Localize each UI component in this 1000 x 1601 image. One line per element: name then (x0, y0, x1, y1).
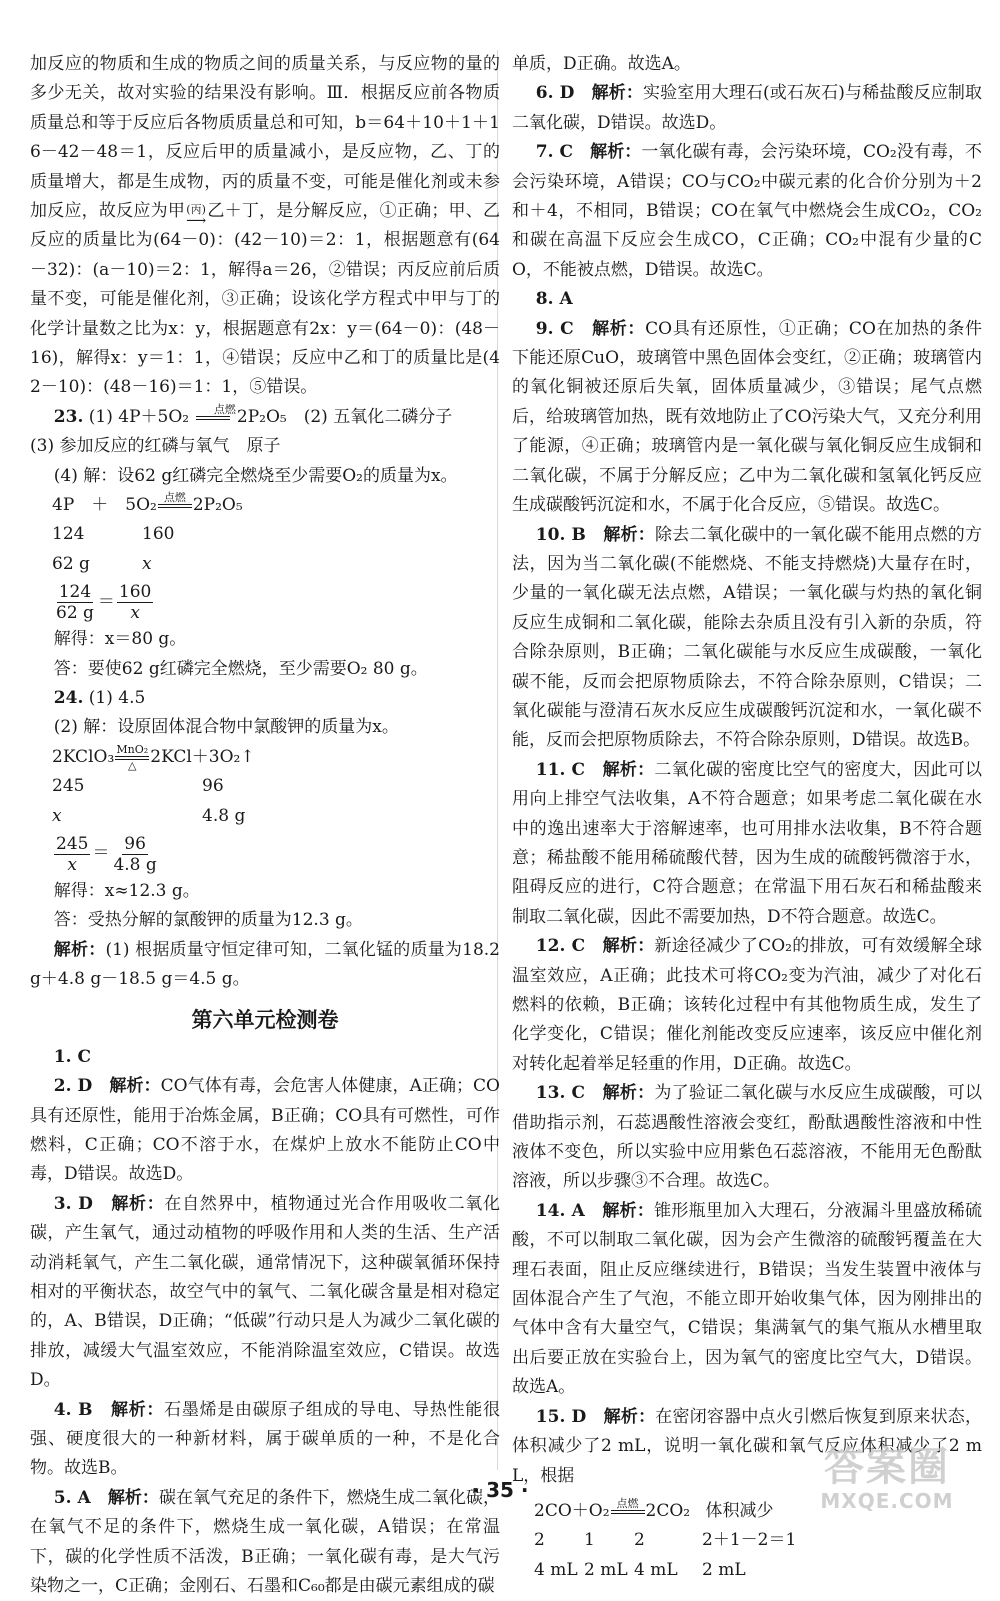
fraction (111, 834, 158, 875)
reaction-arrow (186, 203, 207, 230)
answer-24 (30, 684, 500, 713)
section-title: 第六单元检测卷 (191, 1007, 339, 1032)
answer-9 (512, 315, 982, 521)
cell: 2 mL (584, 1559, 628, 1580)
answer-3 (30, 1190, 500, 1396)
page-number: · 35 · (471, 1478, 529, 1502)
question-number: 10. B (535, 524, 586, 545)
heat-icon: △ (128, 759, 137, 773)
equation-1-proportion (52, 579, 500, 625)
question-number: 14. A (535, 1200, 585, 1221)
equals-sign: ＝ (92, 843, 110, 864)
explanation-label: 解析： (590, 142, 642, 163)
cell: 4 mL (634, 1559, 678, 1580)
text: 在密闭容器中点火引燃后恢复到原来状态，体积减少了2 mL，说明一氧化碳和氧气反应体积减少了2 mL，根据 (512, 1406, 983, 1486)
question-number: 23. (53, 406, 84, 427)
equation-1-row1 (52, 520, 500, 549)
answer-10 (512, 521, 982, 756)
numerator: 160 (118, 581, 152, 602)
eq-right: 2KCl＋3O₂↑ (150, 746, 255, 767)
cell: 4 mL (534, 1559, 578, 1580)
cell: 2 (534, 1530, 545, 1551)
cell: 96 (202, 776, 224, 797)
text: 除去二氧化碳中的一氧化碳不能用点燃的方法，因为当二氧化碳(不能燃烧、不能支持燃烧)大量存在时，少量的一氧化碳无法点燃，A错误；一氧化碳与灼热的氧化铜反应生成铜和二氧化碳，能除去杂质且没有引入新的杂质，符合除杂原则，B正确；二氧化碳能与水反应生成碳酸，一氧化碳不能，反而会把原物质除去，不符合除杂原则，C错误；二氧化碳能与澄清石灰水反应生成碳酸钙沉淀和水，一氧化碳不能，反而会把原物质除去，不符合除杂原则，D错误。故选B。 (512, 524, 983, 751)
cell: 124 (52, 524, 85, 545)
answer-11 (512, 756, 982, 932)
equation-2-proportion (52, 831, 500, 877)
condition-text: 点燃 (616, 1497, 639, 1511)
question-number: 3. D (53, 1193, 93, 1214)
explanation-24 (30, 936, 500, 995)
text: 碳在氧气充足的条件下，燃烧生成二氧化碳，在氧气不足的条件下，燃烧生成一氧化碳，A错误；在常温下，碳的化学性质不活泼，B正确；一氧化碳有毒，是大气污染物之一，C正确；金刚石、石墨和C₆₀都是由碳元素组成的碳 (30, 1487, 501, 1596)
denominator: 4.8 g (113, 854, 157, 875)
text: 乙＋丁，是分解反应，①正确；甲、乙反应的质量比为(64－0)：(42－10)＝2：1，根据题意有(64－32)：(a－10)＝2：1，解得a＝26，②错误；丙反应前后质量不变，可能是催化剂，③正确；设该化学方程式中甲与丁的化学计量数之比为x：y，根据题意有2x：y＝(64－0)：(48－16)，解得x：y＝1：1，④错误；反应中乙和丁的质量比是(42－10)：(48－16)＝1：1，⑤错误。 (30, 201, 501, 398)
equation-3-row2 (534, 1556, 982, 1585)
question-number: 5. A (53, 1487, 91, 1508)
explanation-label: 解析： (603, 1406, 656, 1427)
equals-condition (190, 404, 236, 432)
explanation-label: 解析： (592, 318, 646, 339)
arrow-condition: (丙) (186, 203, 206, 217)
text: (1) 根据质量守恒定律可知，二氧化锰的质量为18.2 g＋4.8 g－18.5 g＝4.5 g。 (30, 939, 500, 990)
equation-1 (52, 491, 500, 520)
watermark-text: 答案圈 (824, 1444, 950, 1490)
equation-1-row2 (52, 550, 500, 579)
arrow-icon: ⟶ (186, 213, 207, 230)
equals-condition (611, 1498, 645, 1526)
eq-right: 2CO₂ (645, 1500, 691, 1521)
cell: x (142, 553, 152, 574)
denominator: x (130, 602, 140, 623)
explanation-label: 解析： (603, 524, 656, 545)
denominator: 62 g (56, 602, 94, 623)
eq-left: 2KClO₃ (52, 746, 115, 767)
text: 石墨烯是由碳原子组成的导电、导热性能很强、硬度很大的一种新材料，属于碳单质的一种，不是化合物。故选B。 (30, 1399, 501, 1479)
text: 加反应的物质和生成的物质之间的质量关系，与反应物的量的多少无关，故对实验的结果没有影响。Ⅲ．根据反应前各物质质量总和等于反应后各物质质量总和可知，b＝64＋10＋1＋16－42－48＝1，反应后甲的质量减小，是反应物，乙、丁的质量增大，都是生成物，丙的质量不变，可能是催化剂或未参加反应，故反应为甲 (30, 54, 500, 222)
equation-2-row1 (52, 772, 500, 801)
cell: 1 (584, 1530, 595, 1551)
answer-7 (512, 138, 982, 285)
eq-left: 2CO＋O₂ (534, 1500, 610, 1521)
explanation-label: 解析： (602, 936, 655, 957)
explanation-label: 解析： (53, 939, 106, 960)
question-number: 24. (53, 688, 84, 709)
answer-23-part3: (3) 参加反应的红磷与氧气 原子 (30, 436, 281, 457)
cell: 2 (634, 1530, 645, 1551)
answer-4 (30, 1396, 500, 1484)
condition-text: 点燃 (163, 491, 186, 505)
text: CO具有还原性，①正确；CO在加热的条件下能还原CuO，玻璃管中黑色固体会变红，②正确；玻璃管内的氧化铜被还原后失氧，固体质量减少，③错误；尾气点燃后，给玻璃管加热，既有效地防止了CO污染大气，又充分利用了能源，④正确；玻璃管内是一氧化碳与氧化铜反应生成铜和二氧化碳，不属于分解反应；乙中为二氧化碳和氢氧化钙反应生成碳酸钙沉淀和水，不属于化合反应，⑤错误。故选C。 (512, 318, 983, 516)
right-column (512, 50, 982, 1585)
explanation-label: 解析： (602, 759, 655, 780)
paragraph-continued (30, 50, 500, 403)
denominator: x (67, 854, 78, 875)
answer-12 (512, 932, 982, 1079)
question-number: 2. D (53, 1076, 93, 1097)
text: 实验室用大理石(或石灰石)与稀盐酸反应制取二氧化碳，D错误。故选D。 (512, 83, 982, 133)
cell: 62 g (52, 553, 90, 574)
text: 一氧化碳有毒，会污染环境，CO₂没有毒，不会污染环境，A错误；CO与CO₂中碳元素的化合价分别为＋2和＋4，不相同，B错误；CO在氧气中燃烧会生成CO₂，CO₂和碳在高温下反应会生成CO，C正确；CO₂中混有少量的CO，不能被点燃，D错误。故选C。 (512, 142, 982, 280)
equation-2-row2 (52, 802, 500, 831)
numerator: 124 (58, 581, 92, 602)
equation-2 (52, 743, 500, 772)
cell: 4.8 g (202, 805, 246, 826)
text: 2P₂O₅ (2) 五氧化二磷分子 (236, 406, 453, 427)
explanation-label: 解析： (110, 1399, 165, 1420)
answer-23-part4: (4) 解：设62 g红磷完全燃烧至少需要O₂的质量为x。 (53, 465, 458, 486)
answer-24-part2: (2) 解：设原固体混合物中氯酸钾的质量为x。 (53, 717, 399, 738)
eq-left: 4P ＋ 5O₂ (52, 495, 157, 516)
question-number: 11. C (535, 759, 586, 780)
text: (1) 4P＋5O₂ (88, 406, 190, 427)
cell: 2＋1－2＝1 (702, 1530, 797, 1551)
fraction (117, 582, 153, 623)
cell: x (52, 805, 62, 826)
text: 新途径减少了CO₂的排放，可有效缓解全球温室效应，A正确；此技术可将CO₂变为汽油，减少了对化石燃料的依赖，B正确；该转化过程中有其他物质生成，发生了化学变化，C错误；催化剂能改变反应速率，该反应中催化剂对转化起着举足轻重的作用，D正确。故选C。 (512, 936, 983, 1074)
watermark-logo (792, 1444, 982, 1522)
equals-sign: ＝ (97, 591, 115, 612)
left-column (30, 50, 500, 1601)
numerator: 245 (56, 833, 89, 854)
answer-13 (512, 1079, 982, 1197)
condition-text: MnO₂ (116, 743, 149, 757)
answer-2 (30, 1072, 500, 1190)
question-number: 12. C (535, 936, 586, 957)
question-number: 15. D (535, 1406, 587, 1427)
equals-condition (158, 492, 192, 520)
explanation-label: 解析： (602, 1200, 655, 1221)
explanation-label: 解析： (602, 1083, 655, 1104)
text: 在自然界中，植物通过光合作用吸收二氧化碳，产生氧气，通过动植物的呼吸作用和人类的生活、生产活动消耗氧气，产生二氧化碳，通常情况下，这种碳氧循环保持相对的平衡状态，故空气中的氧气、二氧化碳含量是相对稳定的，A、B错误，D正确；“低碳”行动只是人为减少二氧化碳的排放，减缓大气温室效应，不能消除温室效应，C错误。故选D。 (30, 1193, 501, 1391)
equation-3-row1 (534, 1526, 982, 1555)
text: 二氧化碳的密度比空气的密度大，因此可以用向上排空气法收集，A不符合题意；如果考虑二氧化碳在水中的逸出速率大于溶解速率，也可用排水法收集，B不符合题意；稀盐酸不能用稀硫酸代替，因为生成的硫酸钙微溶于水，阻碍反应的进行，C符合题意；在常温下用石灰石和稀盐酸来制取二氧化碳，因此不需要加热，D不符合题意。故选C。 (512, 759, 983, 927)
cell: 245 (52, 776, 85, 797)
text: 锥形瓶里加入大理石，分液漏斗里盛放稀硫酸，不可以制取二氧化碳，因为会产生微溶的硫酸钙覆盖在大理石表面，阻止反应继续进行，B错误；当发生装置中液体与固体混合产生了气泡，不能立即开始收集气体，因为刚排出的气体中含有大量空气，C错误；集满氧气的集气瓶从水槽里取出后要正放在实验台上，因为氧气的密度比空气大，D错误。故选A。 (512, 1200, 983, 1398)
question-number: 7. C (535, 142, 574, 163)
text: CO气体有毒，会危害人体健康，A正确；CO具有还原性，能用于冶炼金属，B正确；CO具有可燃性，可作燃料，C正确；CO不溶于水，在煤炉上放水不能防止CO中毒，D错误。故选D。 (30, 1076, 500, 1185)
paragraph-continued: 单质，D正确。故选A。 (512, 54, 691, 74)
watermark-url: MXQE.COM (820, 1489, 954, 1513)
question-number: 9. C (535, 318, 574, 339)
answer-14 (512, 1197, 982, 1403)
question-number: 6. D (535, 83, 575, 104)
answer-23 (30, 403, 500, 432)
eq-column-head: 体积减少 (705, 1500, 774, 1521)
text: (1) 4.5 (88, 688, 146, 709)
explanation-label: 解析： (591, 83, 644, 104)
explanation-label: 解析： (107, 1487, 159, 1508)
text: 为了验证二氧化碳与水反应生成碳酸，可以借助指示剂，石蕊遇酸性溶液会变红，酚酞遇酸性溶液和中性液体不变色，所以实验中应用紫色石蕊溶液，不能用无色酚酞溶液，所以步骤③不合理。故选C。 (512, 1083, 983, 1192)
cell: 160 (142, 524, 175, 545)
question-number: 13. C (535, 1083, 586, 1104)
solve-line: 解得：x＝80 g。 (53, 629, 187, 650)
fraction (54, 834, 90, 875)
explanation-label: 解析： (109, 1076, 161, 1097)
equals-condition (115, 744, 149, 772)
explanation-label: 解析： (111, 1193, 165, 1214)
condition-text: 点燃 (213, 403, 236, 417)
answer-1: 1. C (53, 1046, 91, 1067)
question-number: 4. B (53, 1399, 93, 1420)
answer-6 (512, 79, 982, 138)
answer-line: 答：受热分解的氯酸钾的质量为12.3 g。 (53, 910, 363, 931)
answer-8: 8. A (535, 289, 573, 310)
fraction (54, 582, 96, 623)
solve-line: 解得：x≈12.3 g。 (53, 881, 200, 902)
numerator: 96 (124, 833, 146, 854)
eq-right: 2P₂O₅ (192, 495, 243, 516)
cell: 2 mL (702, 1559, 746, 1580)
answer-line: 答：要使62 g红磷完全燃烧，至少需要O₂ 80 g。 (53, 658, 428, 679)
